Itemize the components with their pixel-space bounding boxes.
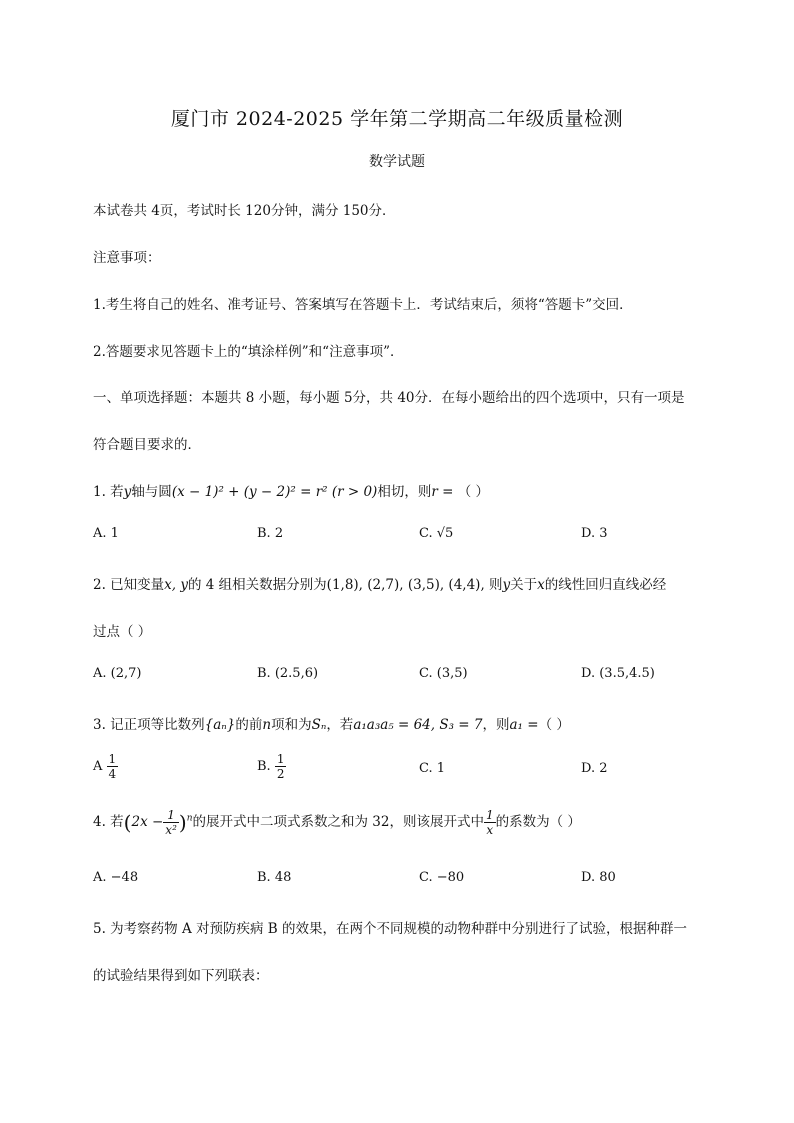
q2-post: , 则 [480, 577, 503, 593]
q3-option-d: D. 2 [581, 761, 608, 776]
q4-term-num: 1 [485, 808, 494, 822]
q1-option-a: A. 1 [93, 526, 119, 541]
q4-frac-num: 1 [163, 808, 179, 823]
q4-option-c: C. −80 [419, 870, 465, 885]
q3-option-a-fraction [107, 752, 119, 781]
q3-mid2: 项和为 [271, 717, 312, 733]
q3-option-a-label: A [93, 759, 103, 774]
q2-data: (1,8), (2,7), (3,5), (4,4) [326, 577, 481, 593]
q1-pre: 1. 若 [93, 484, 124, 500]
q3-option-c: C. 1 [419, 761, 446, 776]
q4-term-den: x [486, 823, 494, 837]
q2-var-x: x [537, 577, 545, 593]
page-title: 厦门市 2024-2025 学年第二学期高二年级质量检测 [170, 108, 624, 130]
q3-a1: a₁ = [509, 717, 539, 733]
q3-mid: 的前 [235, 717, 263, 733]
question-5-line-1: 5. 为考察药物 A 对预防疾病 B 的效果，在两个不同规模的动物种群中分别进行了试验，根据种群一 [93, 921, 688, 937]
q3-var-n: n [262, 717, 272, 733]
q4-pre: 4. 若 [93, 814, 124, 830]
page-subtitle: 数学试题 [369, 154, 425, 170]
question-3 [93, 713, 570, 733]
q3-pre: 3. 记正项等比数列 [93, 717, 205, 733]
notes-item-1: 1.考生将自己的姓名、准考证号、答案填写在答题卡上．考试结束后，须将“答题卡”交回． [93, 297, 633, 313]
q4-frac-den: x² [165, 823, 177, 837]
q2-option-d: D. (3.5,4.5) [581, 666, 655, 681]
q4-fraction [163, 808, 179, 837]
notes-heading: 注意事项： [93, 250, 161, 266]
q3-option-a [93, 752, 118, 781]
q3-post: ，则 [482, 717, 510, 733]
q2-option-b: B. (2.5,6) [257, 666, 319, 681]
q4-mid: 的展开式中二项式系数之和为 32，则该展开式中 [192, 814, 484, 830]
q4-post: 的系数为（ ） [495, 814, 581, 830]
q1-option-c: C. √5 [419, 526, 454, 541]
q1-var-y: y [123, 484, 132, 500]
q3-option-a-den: 4 [108, 767, 117, 781]
q3-var-s: Sₙ [311, 717, 327, 733]
q1-tail: = （ ） [437, 484, 489, 500]
q3-option-a-num: 1 [108, 752, 117, 766]
q4-option-a: A. −48 [93, 870, 139, 885]
q2-post2: 关于 [510, 577, 538, 593]
q4-term-fraction [484, 808, 496, 837]
q4-option-d: D. 80 [581, 870, 616, 885]
q3-seq: {aₙ} [204, 717, 236, 733]
question-2-line-2: 过点（ ） [93, 624, 152, 640]
section-1-line-1: 一、单项选择题：本题共 8 小题，每小题 5分，共 40分．在每小题给出的四个选项中，只有一项是 [93, 390, 685, 406]
q2-post3: 的线性回归直线必经 [544, 577, 667, 593]
exam-intro: 本试卷共 4页，考试时长 120分钟，满分 150分． [93, 203, 396, 219]
q3-option-b-num: 1 [276, 752, 285, 766]
q1-circle-formula: (x − 1)² + (y − 2)² = r² (r > 0) [171, 484, 378, 500]
notes-item-2: 2.答题要求见答题卡上的“填涂样例”和“注意事项”． [93, 344, 404, 360]
q1-post: 相切，则 [377, 484, 432, 500]
q3-condition: a₁a₃a₅ = 64, S₃ = 7 [353, 717, 483, 733]
q2-option-c: C. (3,5) [419, 666, 468, 681]
q2-var-y: y [502, 577, 511, 593]
q2-mid: 的 4 组相关数据分别为 [188, 577, 327, 593]
q3-option-b-den: 2 [276, 767, 285, 781]
question-5-line-2: 的试验结果得到如下列联表： [93, 968, 269, 984]
q1-mid: 轴与圆 [131, 484, 172, 500]
section-1-line-2: 符合题目要求的． [93, 437, 201, 453]
q4-close-paren: ) [178, 810, 187, 835]
q3-option-b-fraction [275, 752, 287, 781]
q2-pre: 2. 已知变量 [93, 577, 165, 593]
q3-option-b [257, 752, 286, 781]
q4-base: 2x − [131, 814, 164, 830]
q3-tail: （ ） [538, 717, 570, 733]
q1-var-r: r [431, 484, 438, 500]
q3-mid3: ，若 [326, 717, 354, 733]
question-2 [93, 573, 666, 593]
q4-open-paren: ( [123, 810, 132, 835]
question-1 [93, 480, 489, 500]
q2-vars: x, y [164, 577, 188, 593]
q1-option-d: D. 3 [581, 526, 608, 541]
q4-exponent: n [186, 813, 193, 824]
q1-option-b: B. 2 [257, 526, 284, 541]
q4-option-b: B. 48 [257, 870, 292, 885]
q3-option-b-label: B. [257, 759, 271, 774]
q2-option-a: A. (2,7) [93, 666, 142, 681]
question-4 [93, 808, 581, 837]
